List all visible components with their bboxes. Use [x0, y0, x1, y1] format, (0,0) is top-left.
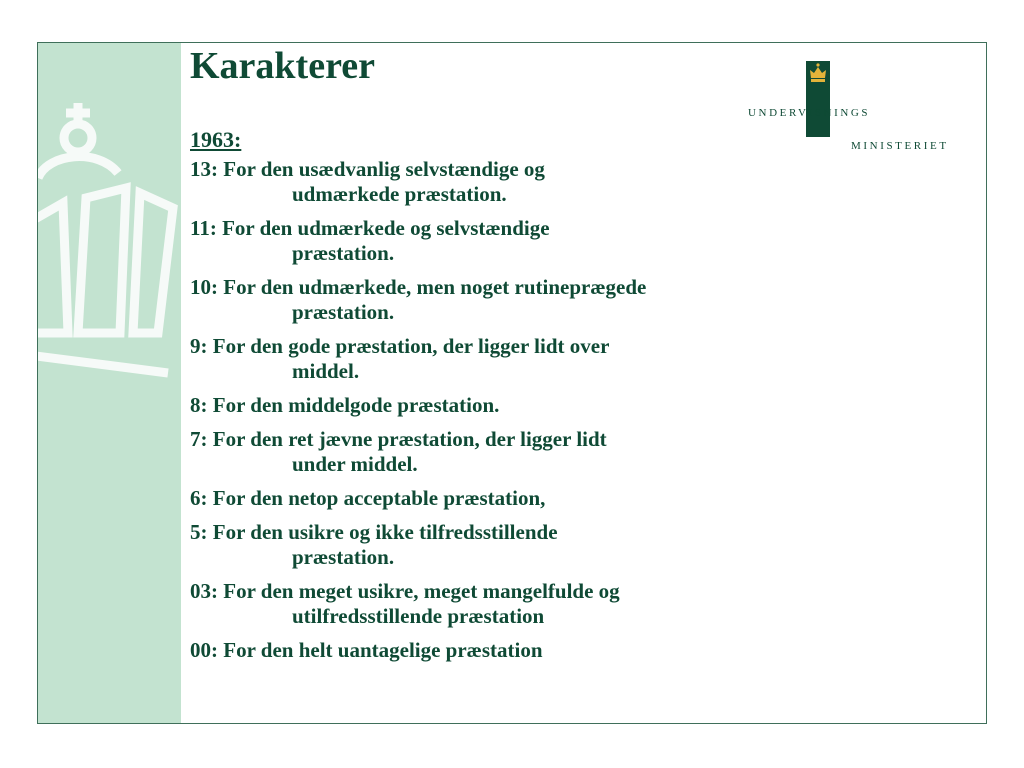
crown-icon: [806, 61, 830, 91]
grade-continuation: udmærkede præstation.: [292, 182, 507, 206]
grade-item-7: [190, 427, 790, 477]
grade-line: 00: For den helt uantagelige præstation: [190, 638, 543, 662]
grade-list: [190, 157, 790, 672]
grade-item-5: [190, 520, 790, 570]
grade-line: 7: For den ret jævne præstation, der ligger lidt: [190, 427, 607, 451]
grade-line: 13: For den usædvanlig selvstændige og: [190, 157, 545, 181]
grade-item-03: [190, 579, 790, 629]
year-heading: 1963:: [190, 127, 242, 152]
crown-watermark-icon: [37, 83, 208, 403]
grade-line: 10: For den udmærkede, men noget rutineprægede: [190, 275, 647, 299]
grade-item-13: [190, 157, 790, 207]
grade-continuation: præstation.: [292, 241, 395, 265]
logo-mark: [806, 61, 830, 137]
ministry-logo: [748, 59, 973, 152]
grade-line: 03: For den meget usikre, meget mangelfulde og: [190, 579, 620, 603]
grade-continuation: middel.: [292, 359, 360, 383]
grade-item-9: [190, 334, 790, 384]
grade-line: 5: For den usikre og ikke tilfredsstillende: [190, 520, 558, 544]
logo-text-line2: MINISTERIET: [851, 140, 949, 152]
grade-line: 8: For den middelgode præstation.: [190, 393, 500, 417]
grade-item-6: [190, 486, 790, 511]
grade-line: 11: For den udmærkede og selvstændige: [190, 216, 550, 240]
slide: [37, 42, 987, 724]
grade-continuation: præstation.: [292, 300, 395, 324]
logo-text-line1: UNDERVISNINGS: [748, 107, 871, 119]
grade-item-00: [190, 638, 790, 663]
side-band: [38, 43, 181, 723]
grade-line: 9: For den gode præstation, der ligger lidt over: [190, 334, 610, 358]
grade-item-11: [190, 216, 790, 266]
slide-title: Karakterer: [190, 45, 375, 87]
grade-item-8: [190, 393, 790, 418]
grade-line: 6: For den netop acceptable præstation,: [190, 486, 546, 510]
grade-continuation: under middel.: [292, 452, 418, 476]
grade-item-10: [190, 275, 790, 325]
grade-continuation: utilfredsstillende præstation: [292, 604, 545, 628]
grade-continuation: præstation.: [292, 545, 395, 569]
